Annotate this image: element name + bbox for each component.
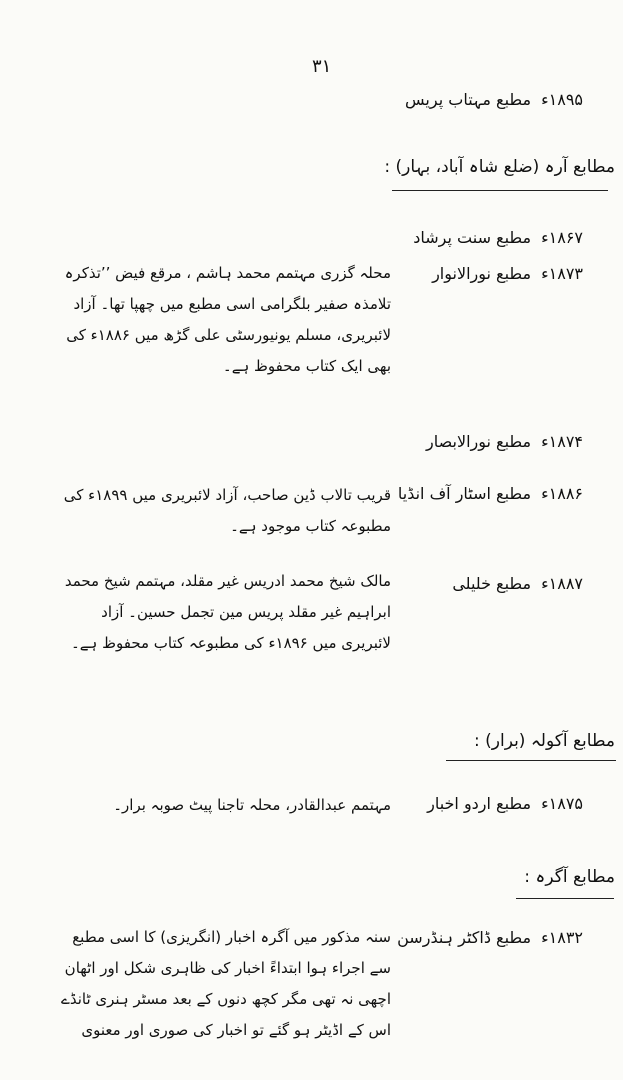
heading-underline: [392, 190, 608, 191]
note-noor-ul-anwar: محلہ گزری مہتمم محمد ہاشم ، مرقع فیض ’’تذکرہ تلامذہ صفیر بلگرامی اسی مطبع میں چھپا تھا۔ آزاد لائبریری، مسلم یونیورسٹی علی گڑھ میں ۱۸۸۶ء کی بھی ایک کتاب محفوظ ہے۔: [64, 264, 391, 375]
entry-name: مطبع نورالانوار: [432, 264, 532, 283]
section-heading-akola: مطابع آکولہ (برار) :: [474, 731, 615, 751]
entry-year: ۱۸۹۵ء: [541, 90, 583, 109]
entry-sant-parshad: [413, 228, 583, 247]
entry-name: مطبع مہتاب پریس: [405, 90, 532, 109]
page-number: ۳۱: [312, 56, 332, 77]
section-heading-agra: مطابع آگرہ :: [524, 867, 615, 887]
entry-year: ۱۸۷۴ء: [541, 432, 583, 451]
entry-noor-ul-anwar: [432, 264, 583, 283]
entry-name: مطبع ڈاکٹر ہنڈرسن: [397, 928, 532, 947]
note-urdu-akhbar: مہتمم عبدالقادر، محلہ تاجنا پیٹ صوبہ برار۔: [113, 796, 391, 814]
note-khalili: مالک شیخ محمد ادریس غیر مقلد، مہتمم شیخ محمد ابراہیم غیر مقلد پریس مین تجمل حسین۔ آزاد لائبریری میں ۱۸۹۶ء کی مطبوعہ کتاب محفوظ ہے۔: [64, 572, 391, 652]
section-heading-arrah: مطابع آرہ (ضلع شاہ آباد، بہار) :: [384, 157, 615, 177]
entry-mahtab-press: [405, 90, 583, 109]
entry-year: ۱۸۶۷ء: [541, 228, 583, 247]
entry-henderson: [397, 928, 583, 947]
entry-star-of-india: [398, 484, 583, 503]
entry-name: مطبع اسٹار آف انڈیا: [397, 484, 532, 503]
note-star-of-india: قریب تالاب ڈین صاحب، آزاد لائبریری میں ۱۸۹۹ء کی مطبوعہ کتاب موجود ہے۔: [63, 486, 391, 535]
entry-name: مطبع خلیلی: [452, 574, 532, 593]
entry-year: ۱۸۸۷ء: [541, 574, 583, 593]
entry-noor-ul-absar: [426, 432, 583, 451]
entry-year: ۱۸۷۳ء: [541, 264, 583, 283]
note-henderson: سنہ مذکور میں آگرہ اخبار (انگریزی) کا اسی مطبع سے اجراء ہوا ابتداءً اخبار کی ظاہری شکل اور اٹھان اچھی نہ تھی مگر کچھ دنوں کے بعد مسٹر ہنری ٹانڈے اس کے اڈیٹر ہو گئے تو اخبار کی صوری اور معنوی: [61, 928, 391, 1039]
entry-khalili: [452, 574, 583, 593]
entry-urdu-akhbar: [427, 794, 583, 813]
entry-year: ۱۸۸۶ء: [541, 484, 583, 503]
entry-year: ۱۸۳۲ء: [541, 928, 583, 947]
entry-name: مطبع سنت پرشاد: [413, 228, 532, 247]
heading-underline: [446, 760, 616, 761]
entry-year: ۱۸۷۵ء: [541, 794, 583, 813]
heading-underline: [516, 898, 614, 899]
entry-name: مطبع اردو اخبار: [427, 794, 532, 813]
entry-name: مطبع نورالابصار: [426, 432, 532, 451]
